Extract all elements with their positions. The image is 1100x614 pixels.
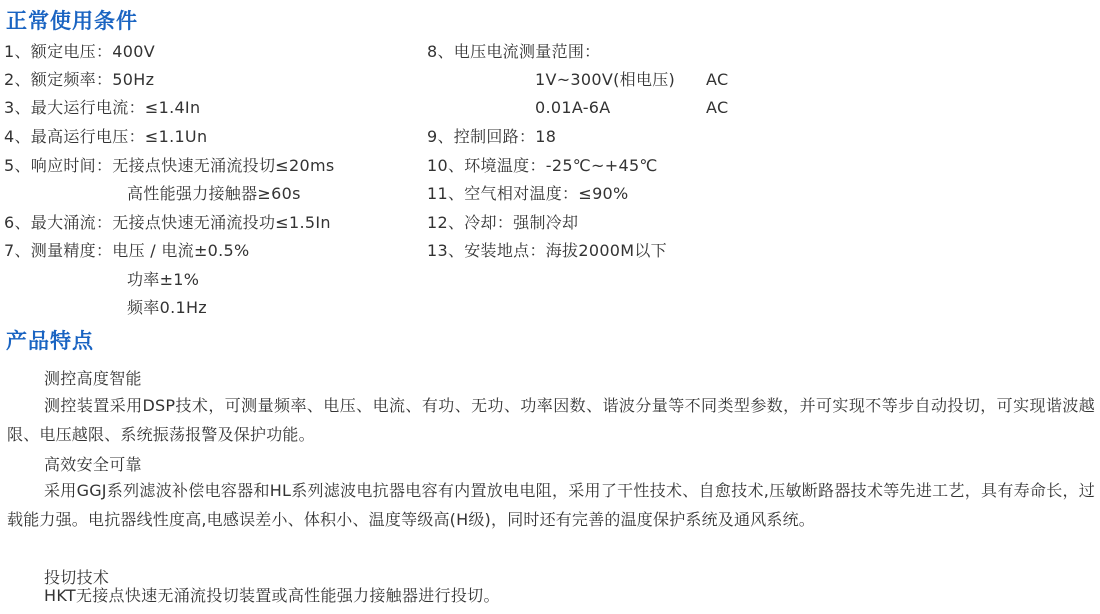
condition-item-13: 13、安装地点：海拔2000M以下 [427,241,667,260]
section-title-conditions: 正常使用条件 [6,9,138,33]
condition-item-10: 10、环境温度：-25℃~+45℃ [427,156,658,175]
condition-item-6: 6、最大涌流：无接点快速无涌流投功≤1.5In [4,213,331,232]
feature-body-intelligent: 测控装置采用DSP技术，可测量频率、电压、电流、有功、无功、功率因数、谐波分量等不同类型参数，并可实现不等步自动投切，可实现谐波越限、电压越限、系统振荡报警及保护功能。 [7,396,1095,444]
condition-item-7-power: 功率±1% [127,270,200,289]
condition-item-8-voltage-ac: AC [706,70,729,89]
feature-title-reliable: 高效安全可靠 [44,455,142,474]
condition-item-7: 7、测量精度：电压 / 电流±0.5% [4,241,250,260]
feature-body-reliable: 采用GGJ系列滤波补偿电容器和HL系列滤波电抗器电容有内置放电电阻，采用了干性技术、自愈技术,压敏断路器技术等先进工艺，具有寿命长，过载能力强。电抗器线性度高,电感误差小、体积小、温度等级高(H级)，同时还有完善的温度保护系统及通风系统。 [7,481,1095,529]
condition-item-12: 12、冷却：强制冷却 [427,213,579,232]
condition-item-8-current-range: 0.01A-6A [535,98,611,117]
section-title-features: 产品特点 [6,329,94,353]
condition-item-3: 3、最大运行电流：≤1.4In [4,98,201,117]
feature-title-switching: 投切技术 [44,568,110,587]
condition-item-7-freq: 频率0.1Hz [127,298,207,317]
condition-item-11: 11、空气相对温度：≤90% [427,184,629,203]
feature-body-switching: HKT无接点快速无涌流投切装置或高性能强力接触器进行投切。 [44,586,500,605]
condition-item-5: 5、响应时间：无接点快速无涌流投切≤20ms [4,156,335,175]
condition-item-1: 1、额定电压：400V [4,42,155,61]
condition-item-9: 9、控制回路：18 [427,127,557,146]
feature-title-intelligent: 测控高度智能 [44,369,142,388]
condition-item-2: 2、额定频率：50Hz [4,70,155,89]
condition-item-5-cont: 高性能强力接触器≥60s [127,184,301,203]
condition-item-8-current-ac: AC [706,98,729,117]
condition-item-8: 8、电压电流测量范围： [427,42,601,61]
condition-item-4: 4、最高运行电压：≤1.1Un [4,127,208,146]
condition-item-8-voltage-range: 1V~300V(相电压) [535,70,676,89]
